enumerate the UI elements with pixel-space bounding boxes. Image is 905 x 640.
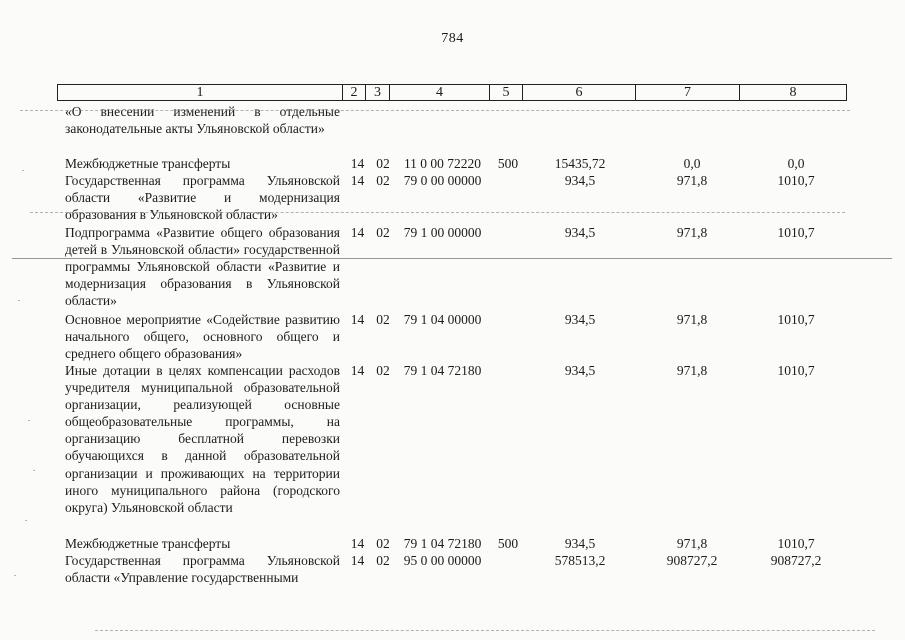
row-amount-6: 934,5	[564, 173, 596, 188]
row-amount-7: 971,8	[676, 536, 708, 551]
row-target-code: 79 0 00 00000	[403, 173, 482, 188]
column-header-4: 4	[390, 85, 490, 100]
column-header-5: 5	[490, 85, 523, 100]
row-amount-8: 1010,7	[777, 536, 815, 551]
row-amount-8: 1010,7	[777, 363, 815, 378]
row-amount-8: 908727,2	[770, 553, 822, 568]
row-amount-8: 1010,7	[777, 312, 815, 327]
table-header	[57, 84, 847, 101]
row-target-code: 79 1 04 00000	[403, 312, 482, 327]
row-amount-7: 971,8	[676, 225, 708, 240]
row-section: 14	[350, 173, 365, 188]
row-expense-type: 500	[497, 536, 519, 551]
scan-speck	[22, 170, 24, 171]
row-amount-6: 578513,2	[554, 553, 606, 568]
row-target-code: 79 1 04 72180	[403, 363, 482, 378]
row-name: Иные дотации в целях компенсации расходов учредителя муниципальной образовательной организации, реализующей основные общеобразовательные программы, на организацию бесплатной перевозки обучающихся в данной образовательной организации и проживающих на территории иного муниципального района (городского округа) Ульяновской области	[65, 363, 340, 515]
row-amount-7: 971,8	[676, 363, 708, 378]
row-amount-6: 934,5	[564, 312, 596, 327]
row-target-code: 95 0 00 00000	[403, 553, 482, 568]
row-section: 14	[350, 363, 365, 378]
row-name: Межбюджетные трансферты	[65, 156, 231, 171]
row-amount-7: 908727,2	[666, 553, 718, 568]
column-header-7: 7	[636, 85, 740, 100]
row-subsection: 02	[376, 225, 390, 240]
scan-speck	[28, 420, 30, 421]
column-header-3: 3	[366, 85, 390, 100]
column-header-2: 2	[343, 85, 366, 100]
row-amount-6: 934,5	[564, 536, 596, 551]
row-subsection: 02	[376, 173, 390, 188]
row-name: Межбюджетные трансферты	[65, 536, 231, 551]
scan-speck	[18, 300, 20, 301]
row-target-code: 79 1 04 72180	[403, 536, 482, 551]
row-subsection: 02	[376, 363, 390, 378]
row-name: Государственная программа Ульяновской области «Управление государственными	[65, 553, 340, 586]
scan-artifact-line	[95, 630, 875, 631]
column-header-6: 6	[523, 85, 636, 100]
row-amount-8: 1010,7	[777, 225, 815, 240]
row-section: 14	[350, 536, 365, 551]
row-section: 14	[350, 312, 365, 327]
row-name: «О внесении изменений в отдельные законодательные акты Ульяновской области»	[65, 104, 340, 137]
scan-artifact-line	[30, 212, 845, 213]
column-header-1: 1	[58, 85, 343, 100]
row-amount-6: 15435,72	[554, 156, 606, 171]
row-subsection: 02	[376, 312, 390, 327]
row-name: Государственная программа Ульяновской области «Развитие и модернизация образования в Ульяновской области»	[65, 173, 340, 223]
row-amount-7: 0,0	[683, 156, 701, 171]
row-section: 14	[350, 225, 365, 240]
scan-artifact-line	[12, 258, 892, 259]
scan-speck	[14, 575, 16, 576]
row-target-code: 79 1 00 00000	[403, 225, 482, 240]
row-amount-6: 934,5	[564, 363, 596, 378]
row-amount-7: 971,8	[676, 312, 708, 327]
row-section: 14	[350, 156, 365, 171]
row-name: Подпрограмма «Развитие общего образования детей в Ульяновской области» государственной программы Ульяновской области «Развитие и модернизация образования в Ульяновской области»	[65, 225, 340, 309]
row-subsection: 02	[376, 156, 390, 171]
row-name: Основное мероприятие «Содействие развитию начального общего, основного общего и среднего общего образования»	[65, 312, 340, 362]
row-section: 14	[350, 553, 365, 568]
row-target-code: 11 0 00 72220	[403, 156, 482, 171]
scan-speck	[25, 520, 27, 521]
row-amount-7: 971,8	[676, 173, 708, 188]
scan-artifact-line	[20, 110, 850, 111]
row-amount-8: 1010,7	[777, 173, 815, 188]
row-subsection: 02	[376, 553, 390, 568]
scan-speck	[33, 470, 35, 471]
row-subsection: 02	[376, 536, 390, 551]
row-expense-type: 500	[497, 156, 519, 171]
row-amount-8: 0,0	[787, 156, 805, 171]
row-amount-6: 934,5	[564, 225, 596, 240]
page-number: 784	[441, 31, 464, 46]
column-header-8: 8	[789, 85, 797, 100]
